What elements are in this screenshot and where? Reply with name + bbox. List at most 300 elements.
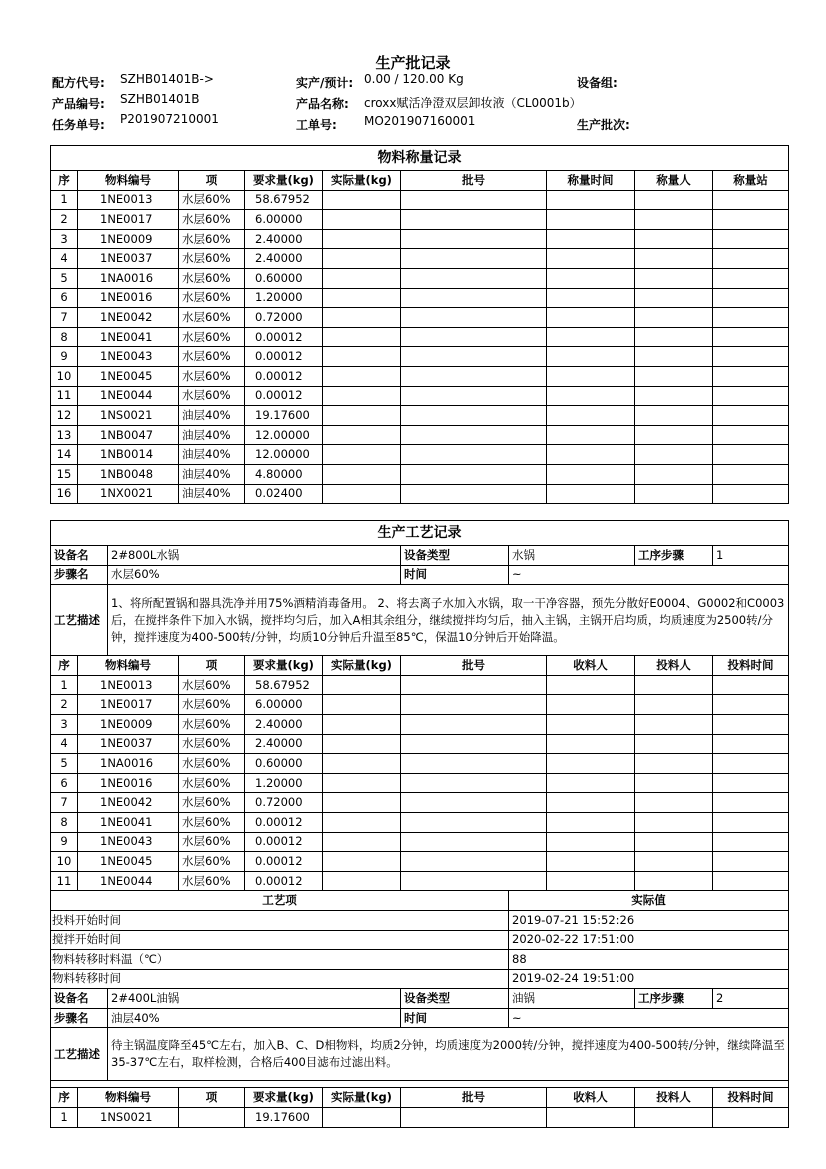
table-cell <box>635 852 713 872</box>
table-cell <box>401 1108 547 1128</box>
table-cell <box>635 445 713 465</box>
table-cell: 4.80000 <box>245 464 323 484</box>
table-cell: 1 <box>51 675 78 695</box>
table-cell: 5 <box>51 268 78 288</box>
table-cell: 水层60% <box>179 210 245 230</box>
table-cell <box>713 347 789 367</box>
table-cell: 1NE0009 <box>78 714 179 734</box>
table-cell <box>401 210 547 230</box>
column-header: 序 <box>51 1088 78 1108</box>
table-cell: 8 <box>51 327 78 347</box>
table-cell: 水层60% <box>179 308 245 328</box>
table-cell <box>547 190 635 210</box>
table-cell <box>713 386 789 406</box>
table-cell <box>547 249 635 269</box>
table-cell: 12 <box>51 406 78 426</box>
table-cell <box>323 852 401 872</box>
table-cell: 水层60% <box>179 871 245 891</box>
column-header: 物料编号 <box>78 171 179 191</box>
table-cell: 水层60% <box>179 249 245 269</box>
table-cell: 1NB0047 <box>78 425 179 445</box>
table-cell: 0.00012 <box>245 366 323 386</box>
label: 工艺描述 <box>51 585 108 656</box>
table-cell <box>635 249 713 269</box>
table-cell <box>323 464 401 484</box>
table-cell: 4 <box>51 734 78 754</box>
table-cell <box>401 734 547 754</box>
table-cell <box>547 464 635 484</box>
table-cell: 15 <box>51 464 78 484</box>
table-cell <box>401 812 547 832</box>
column-header: 实际量(kg) <box>323 171 401 191</box>
table-cell <box>635 327 713 347</box>
table-cell: 水层60% <box>179 229 245 249</box>
table-cell <box>547 832 635 852</box>
table-cell <box>547 288 635 308</box>
table-cell: 10 <box>51 366 78 386</box>
actual-plan: 0.00 / 120.00 Kg <box>364 72 464 86</box>
table-cell: 14 <box>51 445 78 465</box>
table-cell <box>635 425 713 445</box>
table-cell <box>713 425 789 445</box>
table-cell: 2.40000 <box>245 249 323 269</box>
column-header: 物料编号 <box>78 1088 179 1108</box>
table-row <box>51 366 789 386</box>
formula-code: SZHB01401B-> <box>120 72 214 86</box>
table-cell <box>713 832 789 852</box>
table-cell <box>323 190 401 210</box>
weighing-header-row <box>51 171 789 191</box>
table-cell: 1NS0021 <box>78 406 179 426</box>
table-cell <box>323 832 401 852</box>
table-cell <box>401 386 547 406</box>
table-cell: 水层60% <box>179 386 245 406</box>
table-cell <box>401 327 547 347</box>
table-row <box>51 891 789 911</box>
table-row <box>51 464 789 484</box>
table-cell <box>713 695 789 715</box>
table-cell: 油层40% <box>179 484 245 504</box>
table-row <box>51 1028 789 1081</box>
table-cell <box>713 734 789 754</box>
table-cell <box>323 695 401 715</box>
table-cell <box>401 754 547 774</box>
table-cell: 1NB0014 <box>78 445 179 465</box>
table-cell <box>401 406 547 426</box>
step-time: ~ <box>509 565 789 585</box>
step-time: ~ <box>509 1008 789 1028</box>
process-description: 1、将所配置锅和器具洗净并用75%酒精消毒备用。 2、将去离子水加入水锅，取一干净容器，预先分散好E0004、G0002和C0003后，在搅拌条件下加入水锅，搅拌均匀后，加入A相其余组分，继续搅拌均匀后，抽入主锅，主锅开启均质，均质速度为2500转/分钟，搅拌速度为400-500转/分钟，均质10分钟后升温至85℃，保温10分钟后开始降温。 <box>108 585 789 656</box>
table-cell: 1NE0009 <box>78 229 179 249</box>
table-cell <box>323 327 401 347</box>
table-cell <box>401 464 547 484</box>
table-row <box>51 1108 789 1128</box>
table-cell <box>635 734 713 754</box>
table-cell <box>547 386 635 406</box>
process-item: 搅拌开始时间 <box>51 930 509 950</box>
table-row <box>51 675 789 695</box>
table-cell <box>713 852 789 872</box>
step-name: 油层40% <box>108 1008 401 1028</box>
table-cell: 0.00012 <box>245 347 323 367</box>
table-cell: 19.17600 <box>245 406 323 426</box>
table-row <box>51 249 789 269</box>
table-cell <box>401 190 547 210</box>
table-cell <box>401 675 547 695</box>
table-cell: 1NA0016 <box>78 268 179 288</box>
table-cell <box>401 268 547 288</box>
equip-type: 水锅 <box>509 546 635 566</box>
table-cell: 水层60% <box>179 754 245 774</box>
table-cell <box>713 249 789 269</box>
table-cell <box>635 695 713 715</box>
table-cell <box>713 190 789 210</box>
table-cell: 水层60% <box>179 268 245 288</box>
column-header: 收料人 <box>547 1088 635 1108</box>
table-row <box>51 832 789 852</box>
table-cell: 11 <box>51 871 78 891</box>
table-cell: 13 <box>51 425 78 445</box>
table-cell: 水层60% <box>179 366 245 386</box>
table-cell: 2.40000 <box>245 229 323 249</box>
table-cell <box>713 210 789 230</box>
table-cell <box>635 288 713 308</box>
table-cell <box>713 773 789 793</box>
table-cell: 6 <box>51 288 78 308</box>
table-cell <box>635 675 713 695</box>
table-row <box>51 229 789 249</box>
table-cell <box>547 308 635 328</box>
table-cell <box>401 852 547 872</box>
step-name: 水层60% <box>108 565 401 585</box>
table-row <box>51 1081 789 1088</box>
label: 步骤名 <box>51 565 108 585</box>
table-row <box>51 695 789 715</box>
table-cell <box>713 229 789 249</box>
table-row <box>51 347 789 367</box>
table-cell: 10 <box>51 852 78 872</box>
task-no-label: 任务单号: <box>52 118 105 132</box>
table-cell: 1NE0041 <box>78 327 179 347</box>
table-row <box>51 754 789 774</box>
table-cell: 9 <box>51 347 78 367</box>
table-cell: 1NX0021 <box>78 484 179 504</box>
table-cell <box>401 793 547 813</box>
table-cell: 58.67952 <box>245 190 323 210</box>
table-cell: 1.20000 <box>245 773 323 793</box>
column-header: 批号 <box>401 171 547 191</box>
label: 步骤名 <box>51 1008 108 1028</box>
table-cell: 0.60000 <box>245 268 323 288</box>
table-cell <box>713 871 789 891</box>
column-header: 项 <box>179 656 245 676</box>
table-cell <box>323 773 401 793</box>
label: 工艺描述 <box>51 1028 108 1081</box>
column-header: 实际量(kg) <box>323 656 401 676</box>
table-cell: 0.72000 <box>245 308 323 328</box>
table-cell: 水层60% <box>179 347 245 367</box>
table-cell: 油层40% <box>179 445 245 465</box>
table-cell <box>635 754 713 774</box>
process-description: 待主锅温度降至45℃左右，加入B、C、D相物料，均质2分钟，均质速度为2000转/分钟，搅拌速度为400-500转/分钟，继续降温至35-37℃左右，取样检测，合格后400目滤布过滤出料。 <box>108 1028 789 1081</box>
label: 时间 <box>401 565 509 585</box>
table-cell: 1NE0041 <box>78 812 179 832</box>
label: 工序步骤 <box>635 989 713 1009</box>
table-cell: 1NE0017 <box>78 695 179 715</box>
step-no: 2 <box>713 989 789 1009</box>
table-cell: 1NE0013 <box>78 675 179 695</box>
table-cell <box>323 425 401 445</box>
table-cell: 油层40% <box>179 425 245 445</box>
table-cell: 1NE0042 <box>78 308 179 328</box>
table-cell: 1NE0044 <box>78 386 179 406</box>
column-header: 要求量(kg) <box>245 656 323 676</box>
table-cell: 7 <box>51 308 78 328</box>
table-cell: 1NS0021 <box>78 1108 179 1128</box>
table-cell: 0.72000 <box>245 793 323 813</box>
table-cell <box>635 366 713 386</box>
table-cell <box>401 288 547 308</box>
table-cell: 11 <box>51 386 78 406</box>
table-cell <box>713 714 789 734</box>
table-row <box>51 546 789 566</box>
label: 工序步骤 <box>635 546 713 566</box>
table-cell <box>635 1108 713 1128</box>
table-cell: 7 <box>51 793 78 813</box>
table-row <box>51 585 789 656</box>
table-row <box>51 327 789 347</box>
table-cell <box>323 714 401 734</box>
process-value: 88 <box>509 950 789 970</box>
table-cell <box>401 871 547 891</box>
table-cell <box>635 832 713 852</box>
table-cell <box>323 288 401 308</box>
table-row <box>51 950 789 970</box>
column-header: 项 <box>179 171 245 191</box>
table-row <box>51 871 789 891</box>
table-cell: 2 <box>51 210 78 230</box>
table-cell <box>401 484 547 504</box>
table-cell <box>713 308 789 328</box>
column-header: 称量站 <box>713 171 789 191</box>
column-header: 工艺项 <box>51 891 509 911</box>
table-cell <box>635 210 713 230</box>
table-cell <box>547 852 635 872</box>
table-cell <box>401 425 547 445</box>
table-cell <box>547 871 635 891</box>
column-header: 序 <box>51 171 78 191</box>
table-cell: 0.00012 <box>245 812 323 832</box>
table-cell <box>401 695 547 715</box>
table-cell: 水层60% <box>179 288 245 308</box>
table-cell <box>401 308 547 328</box>
table-cell: 水层60% <box>179 734 245 754</box>
equip-group-label: 设备组: <box>577 76 618 90</box>
table-cell <box>547 327 635 347</box>
process-value: 2019-02-24 19:51:00 <box>509 969 789 989</box>
table-row <box>51 445 789 465</box>
table-cell: 9 <box>51 832 78 852</box>
step-no: 1 <box>713 546 789 566</box>
table-cell <box>323 871 401 891</box>
table-cell <box>401 773 547 793</box>
table-cell <box>713 464 789 484</box>
table-cell: 0.00012 <box>245 852 323 872</box>
table-cell: 2 <box>51 695 78 715</box>
table-cell <box>323 812 401 832</box>
table-cell <box>179 1108 245 1128</box>
table-cell: 0.60000 <box>245 754 323 774</box>
process-item: 物料转移时料温（℃） <box>51 950 509 970</box>
table-cell <box>323 366 401 386</box>
table-cell <box>323 210 401 230</box>
table-cell <box>713 366 789 386</box>
table-cell <box>401 445 547 465</box>
table-row <box>51 425 789 445</box>
table-cell: 1NE0017 <box>78 210 179 230</box>
table-cell <box>547 268 635 288</box>
table-cell <box>323 268 401 288</box>
table-cell <box>713 754 789 774</box>
table-cell: 水层60% <box>179 852 245 872</box>
table-cell <box>713 406 789 426</box>
table-cell <box>635 714 713 734</box>
table-cell <box>401 366 547 386</box>
column-header: 序 <box>51 656 78 676</box>
table-cell <box>401 714 547 734</box>
table-cell: 0.00012 <box>245 327 323 347</box>
table-cell <box>323 734 401 754</box>
process-item: 物料转移时间 <box>51 969 509 989</box>
column-header: 投料人 <box>635 656 713 676</box>
table-cell: 0.00012 <box>245 871 323 891</box>
table-cell <box>635 464 713 484</box>
table-cell: 6 <box>51 773 78 793</box>
product-code-label: 产品编号: <box>52 97 105 111</box>
table-row <box>51 190 789 210</box>
weighing-table <box>50 145 789 504</box>
process-value: 2019-07-21 15:52:26 <box>509 910 789 930</box>
table-cell <box>635 793 713 813</box>
table-cell <box>547 484 635 504</box>
table-cell: 水层60% <box>179 675 245 695</box>
table-cell <box>323 229 401 249</box>
table-cell: 1NE0016 <box>78 773 179 793</box>
table-cell: 1NE0016 <box>78 288 179 308</box>
table-cell: 水层60% <box>179 695 245 715</box>
actual-plan-label: 实产/预计: <box>296 76 354 90</box>
table-cell: 1.20000 <box>245 288 323 308</box>
table-cell <box>547 1108 635 1128</box>
table-cell <box>547 347 635 367</box>
table-cell: 2.40000 <box>245 734 323 754</box>
table-cell <box>547 812 635 832</box>
table-cell <box>713 268 789 288</box>
table-row <box>51 308 789 328</box>
label: 设备类型 <box>401 989 509 1009</box>
process-title: 生产工艺记录 <box>51 521 789 546</box>
table-row <box>51 386 789 406</box>
table-cell <box>547 445 635 465</box>
table-cell <box>713 793 789 813</box>
table-cell: 1NE0042 <box>78 793 179 813</box>
table-cell <box>323 445 401 465</box>
table-row <box>51 969 789 989</box>
table-row <box>51 812 789 832</box>
table-cell: 水层60% <box>179 793 245 813</box>
table-cell <box>713 445 789 465</box>
column-header: 要求量(kg) <box>245 1088 323 1108</box>
table-row <box>51 734 789 754</box>
column-header: 批号 <box>401 1088 547 1108</box>
table-cell: 1NE0043 <box>78 347 179 367</box>
table-cell: 水层60% <box>179 190 245 210</box>
table-cell <box>547 366 635 386</box>
table-cell <box>547 793 635 813</box>
table-row <box>51 773 789 793</box>
process-value: 2020-02-22 17:51:00 <box>509 930 789 950</box>
weighing-title: 物料称量记录 <box>51 146 789 171</box>
table-cell <box>401 347 547 367</box>
process-item: 投料开始时间 <box>51 910 509 930</box>
column-header: 实际值 <box>509 891 789 911</box>
label: 设备名 <box>51 546 108 566</box>
table-cell: 1 <box>51 190 78 210</box>
table-cell: 水层60% <box>179 714 245 734</box>
table-cell <box>547 675 635 695</box>
column-header: 批号 <box>401 656 547 676</box>
task-no: P201907210001 <box>120 112 219 126</box>
table-cell: 1NA0016 <box>78 754 179 774</box>
table-cell: 水层60% <box>179 812 245 832</box>
table-cell <box>323 406 401 426</box>
table-cell <box>635 347 713 367</box>
column-header: 要求量(kg) <box>245 171 323 191</box>
table-cell: 12.00000 <box>245 445 323 465</box>
column-header: 投料人 <box>635 1088 713 1108</box>
table-cell: 0.00012 <box>245 832 323 852</box>
work-order: MO201907160001 <box>364 114 476 128</box>
column-header: 项 <box>179 1088 245 1108</box>
product-name: croxx赋活净澄双层卸妆液（CL0001b） <box>364 96 582 110</box>
table-cell <box>547 773 635 793</box>
table-row <box>51 288 789 308</box>
table-cell <box>547 695 635 715</box>
table-cell <box>635 268 713 288</box>
table-cell: 0.00012 <box>245 386 323 406</box>
table-cell: 0.02400 <box>245 484 323 504</box>
table-cell: 1NB0048 <box>78 464 179 484</box>
table-cell <box>323 754 401 774</box>
table-cell: 1 <box>51 1108 78 1128</box>
table-row <box>51 852 789 872</box>
table-cell <box>635 484 713 504</box>
table-cell <box>323 793 401 813</box>
table-cell <box>401 249 547 269</box>
table-cell <box>323 347 401 367</box>
table-cell: 19.17600 <box>245 1108 323 1128</box>
table-cell <box>713 484 789 504</box>
table-cell <box>635 406 713 426</box>
table-cell <box>547 714 635 734</box>
table-cell <box>401 832 547 852</box>
column-header: 投料时间 <box>713 1088 789 1108</box>
table-cell: 水层60% <box>179 773 245 793</box>
table-cell <box>713 288 789 308</box>
table-cell: 6.00000 <box>245 695 323 715</box>
work-order-label: 工单号: <box>296 118 337 132</box>
table-cell: 2.40000 <box>245 714 323 734</box>
